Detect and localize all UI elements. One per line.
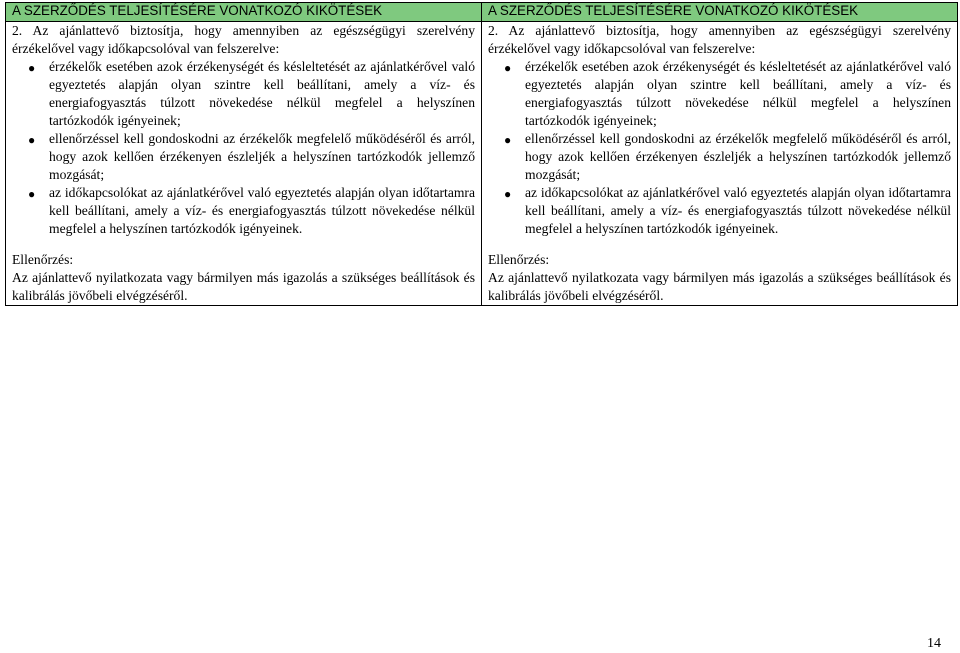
list-item-text: az időkapcsolókat az ajánlatkérővel való egyeztetés alapján olyan időtartamra kell beállítani, amely a víz- és energiafogyasztás túlzott növekedése nélkül megfelel a helyszínen tartózkodók igényeinek. [49,185,475,236]
bullet-icon: ● [504,61,512,75]
content-row [6,22,958,306]
list-item-text: érzékelők esetében azok érzékenységét és késleltetését az ajánlatkérővel való egyeztetés alapján olyan szintre kell beállítani, amely a víz- és energiafogyasztás túlzott növekedése nélkül megfelel a helyszínen tartózkodók igényeinek; [525,59,951,128]
list-item-text: az időkapcsolókat az ajánlatkérővel való egyeztetés alapján olyan időtartamra kell beállítani, amely a víz- és energiafogyasztás túlzott növekedése nélkül megfelel a helyszínen tartózkodók igényeinek. [525,185,951,236]
bullet-icon: ● [504,133,512,147]
page-number: 14 [927,636,941,651]
list-item [12,58,475,130]
column-body-right [482,22,958,306]
intro-paragraph: 2. Az ajánlattevő biztosítja, hogy amennyiben az egészségügyi szerelvény érzékelővel vagy időkapcsolóval van felszerelve: [12,23,475,56]
list-item [12,184,475,238]
requirement-list [12,58,475,238]
column-header-left: A SZERZŐDÉS TELJESÍTÉSÉRE VONATKOZÓ KIKÖTÉSEK [6,3,482,22]
list-item-text: ellenőrzéssel kell gondoskodni az érzékelők megfelelő működéséről és arról, hogy azok kellően érzékenyen észleljék a helyszínen tartózkodók jellemző mozgását; [49,131,475,182]
header-row [6,3,958,22]
bullet-icon: ● [28,187,36,201]
bullet-icon: ● [28,133,36,147]
column-header-right: A SZERZŐDÉS TELJESÍTÉSÉRE VONATKOZÓ KIKÖTÉSEK [482,3,958,22]
list-item [12,130,475,184]
bullet-icon: ● [504,187,512,201]
verification-text: Az ajánlattevő nyilatkozata vagy bármilyen más igazolás a szükséges beállítások és kalibrálás jövőbeli elvégzéséről. [488,270,951,303]
list-item-text: ellenőrzéssel kell gondoskodni az érzékelők megfelelő működéséről és arról, hogy azok kellően érzékenyen észleljék a helyszínen tartózkodók jellemző mozgását; [525,131,951,182]
list-item-text: érzékelők esetében azok érzékenységét és késleltetését az ajánlatkérővel való egyeztetés alapján olyan szintre kell beállítani, amely a víz- és energiafogyasztás túlzott növekedése nélkül megfelel a helyszínen tartózkodók igényeinek; [49,59,475,128]
list-item [488,130,951,184]
verification-label: Ellenőrzés: [12,252,74,267]
column-body-left [6,22,482,306]
verification-text: Az ajánlattevő nyilatkozata vagy bármilyen más igazolás a szükséges beállítások és kalibrálás jövőbeli elvégzéséről. [12,270,475,303]
verification-label: Ellenőrzés: [488,252,550,267]
bullet-icon: ● [28,61,36,75]
intro-paragraph: 2. Az ajánlattevő biztosítja, hogy amennyiben az egészségügyi szerelvény érzékelővel vagy időkapcsolóval van felszerelve: [488,23,951,56]
list-item [488,184,951,238]
criteria-table [5,2,958,306]
requirement-list [488,58,951,238]
list-item [488,58,951,130]
